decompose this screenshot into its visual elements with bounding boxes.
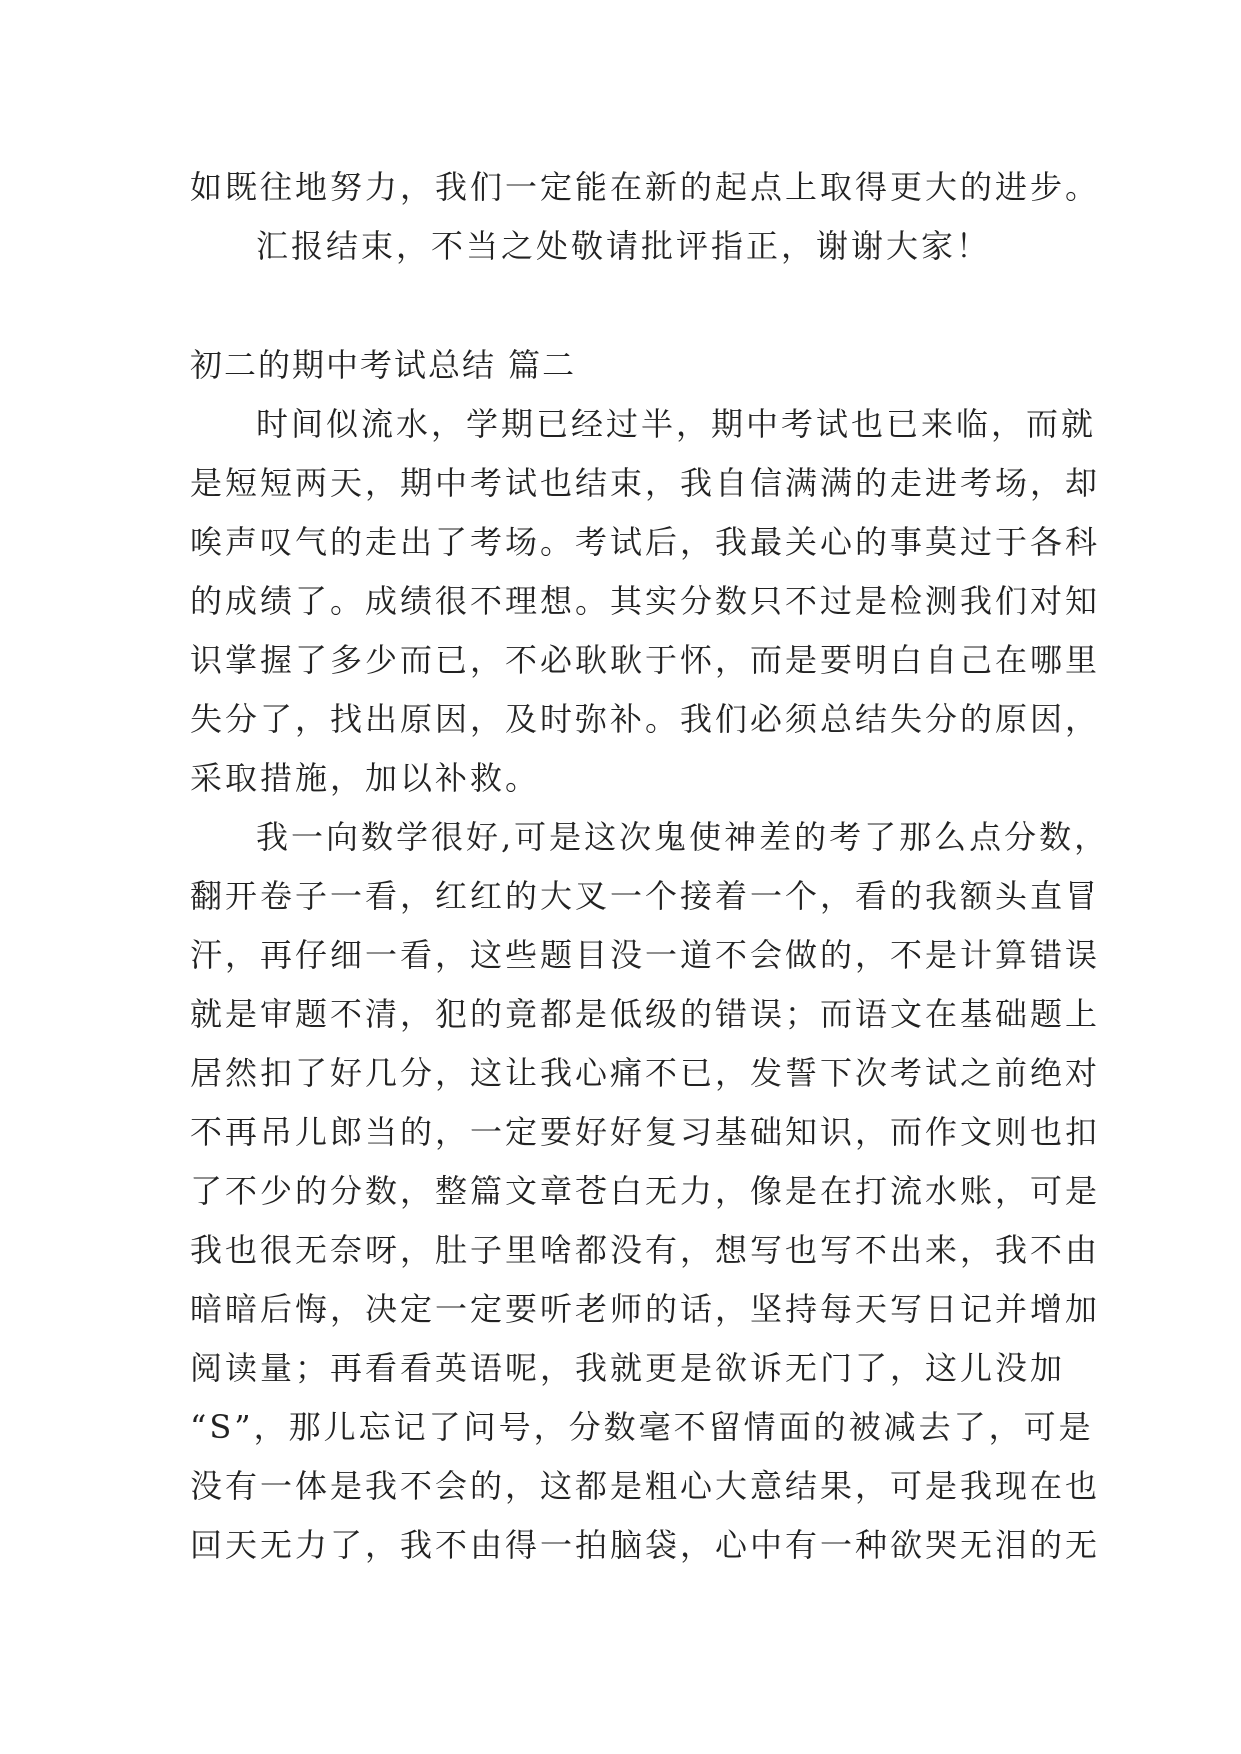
paragraph-2 (190, 808, 1110, 1575)
text-line: 没有一体是我不会的，这都是粗心大意结果，可是我现在也 (190, 1467, 1101, 1505)
text-line: 采取措施，加以补救。 (190, 759, 541, 797)
text-line: 汗，再仔细一看，这些题目没一道不会做的，不是计算错误 (190, 936, 1101, 974)
text-line: 唉声叹气的走出了考场。考试后，我最关心的事莫过于各科 (190, 523, 1101, 561)
text-line: 是短短两天，期中考试也结束，我自信满满的走进考场，却 (190, 464, 1101, 502)
text-line: 就是审题不清，犯的竟都是低级的错误；而语文在基础题上 (190, 995, 1101, 1033)
text-line: 失分了，找出原因，及时弥补。我们必须总结失分的原因， (190, 700, 1101, 738)
text-line: 翻开卷子一看，红红的大叉一个接着一个，看的我额头直冒 (190, 877, 1101, 915)
text-line: 不再吊儿郎当的，一定要好好复习基础知识，而作文则也扣 (190, 1113, 1101, 1151)
text-line: 阅读量；再看看英语呢，我就更是欲诉无门了，这儿没加 (190, 1349, 1066, 1387)
text-line: 汇报结束，不当之处敬请批评指正，谢谢大家！ (256, 227, 992, 265)
paragraph-1 (190, 395, 1101, 808)
section-gap (190, 276, 1070, 336)
text-line: 暗暗后悔，决定一定要听老师的话，坚持每天写日记并增加 (190, 1290, 1101, 1328)
text-line: 回天无力了，我不由得一拍脑袋，心中有一种欲哭无泪的无 (190, 1526, 1101, 1564)
text-line: 居然扣了好几分，这让我心痛不已，发誓下次考试之前绝对 (190, 1054, 1101, 1092)
text-line: 的成绩了。成绩很不理想。其实分数只不过是检测我们对知 (190, 582, 1101, 620)
text-line: 了不少的分数，整篇文章苍白无力，像是在打流水账，可是 (190, 1172, 1101, 1210)
text-line: 我也很无奈呀，肚子里啥都没有，想写也写不出来，我不由 (190, 1231, 1101, 1269)
text-line: 如既往地努力，我们一定能在新的起点上取得更大的进步。 (190, 168, 1101, 206)
text-line: 时间似流水，学期已经过半，期中考试也已来临，而就 (256, 405, 1097, 443)
section-title: 初二的期中考试总结 篇二 (190, 346, 577, 384)
document-body (190, 158, 1110, 1575)
text-line: 识掌握了多少而已，不必耿耿于怀，而是要明白自己在哪里 (190, 641, 1101, 679)
text-line: 我一向数学很好,可是这次鬼使神差的考了那么点分数， (256, 818, 1110, 856)
text-line: “S”，那儿忘记了问号，分数毫不留情面的被减去了，可是 (190, 1408, 1094, 1446)
